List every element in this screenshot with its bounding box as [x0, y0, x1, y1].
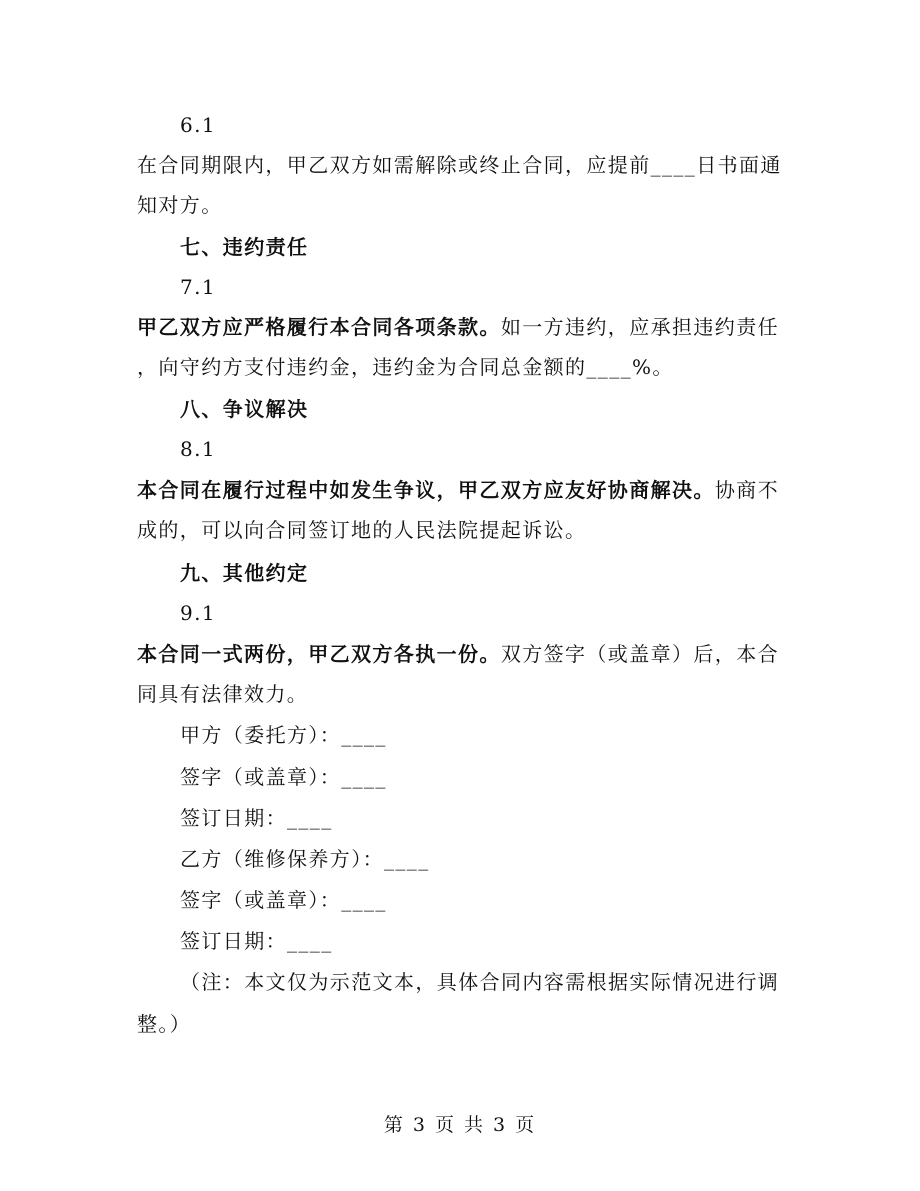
clause-8-1-text-line1: [137, 476, 787, 504]
section-7-heading: 七、违约责任: [180, 235, 309, 259]
clause-7-1-text-line2: ，向守约方支付违约金，违约金为合同总金额的____%。: [137, 355, 674, 379]
clause-8-1-text-line2: 成的，可以向合同签订地的人民法院提起诉讼。: [137, 518, 587, 542]
clause-8-1-bold-text: 本合同在履行过程中如发生争议，甲乙双方应友好协商解决。: [137, 478, 715, 502]
party-a-name-field: 甲方（委托方）：____: [180, 723, 387, 747]
party-a-date-field: 签订日期：____: [180, 806, 333, 830]
party-b-signature-field: 签字（或盖章）：____: [180, 888, 387, 912]
page-footer: [0, 1110, 920, 1137]
clause-9-1-bold-text: 本合同一式两份，甲乙双方各执一份。: [137, 642, 501, 666]
clause-9-1-rest-text: 双方签字（或盖章）后，本合: [500, 642, 780, 666]
footer-current-page: 3: [412, 1114, 427, 1136]
section-9-heading: 九、其他约定: [180, 561, 309, 585]
footer-middle: 页 共: [434, 1114, 486, 1136]
clause-9-1-number: 9.1: [180, 601, 217, 625]
clause-8-1-rest-text: 协商不: [714, 478, 780, 502]
clause-6-1-text-line1: 在合同期限内，甲乙双方如需解除或终止合同，应提前____日书面通: [137, 153, 782, 177]
note-line1: （注：本文仅为示范文本，具体合同内容需根据实际情况进行调: [180, 970, 780, 994]
clause-6-1-number: 6.1: [180, 113, 217, 137]
clause-9-1-text-line1: [137, 640, 787, 668]
footer-suffix: 页: [515, 1114, 537, 1136]
party-a-signature-field: 签字（或盖章）：____: [180, 765, 387, 789]
note-line2: 整。）: [137, 1012, 192, 1036]
section-8-heading: 八、争议解决: [180, 397, 309, 421]
footer-prefix: 第: [383, 1114, 405, 1136]
clause-7-1-bold-text: 甲乙双方应严格履行本合同各项条款。: [137, 315, 501, 339]
clause-7-1-rest-text: 如一方违约，应承担违约责任: [500, 315, 780, 339]
clause-8-1-number: 8.1: [180, 437, 217, 461]
party-b-name-field: 乙方（维修保养方）：____: [180, 847, 430, 871]
clause-7-1-number: 7.1: [180, 275, 217, 299]
footer-total-pages: 3: [493, 1114, 508, 1136]
clause-6-1-text-line2: 知对方。: [137, 193, 223, 217]
party-b-date-field: 签订日期：____: [180, 929, 333, 953]
clause-9-1-text-line2: 同具有法律效力。: [137, 682, 309, 706]
clause-7-1-text-line1: [137, 313, 787, 341]
